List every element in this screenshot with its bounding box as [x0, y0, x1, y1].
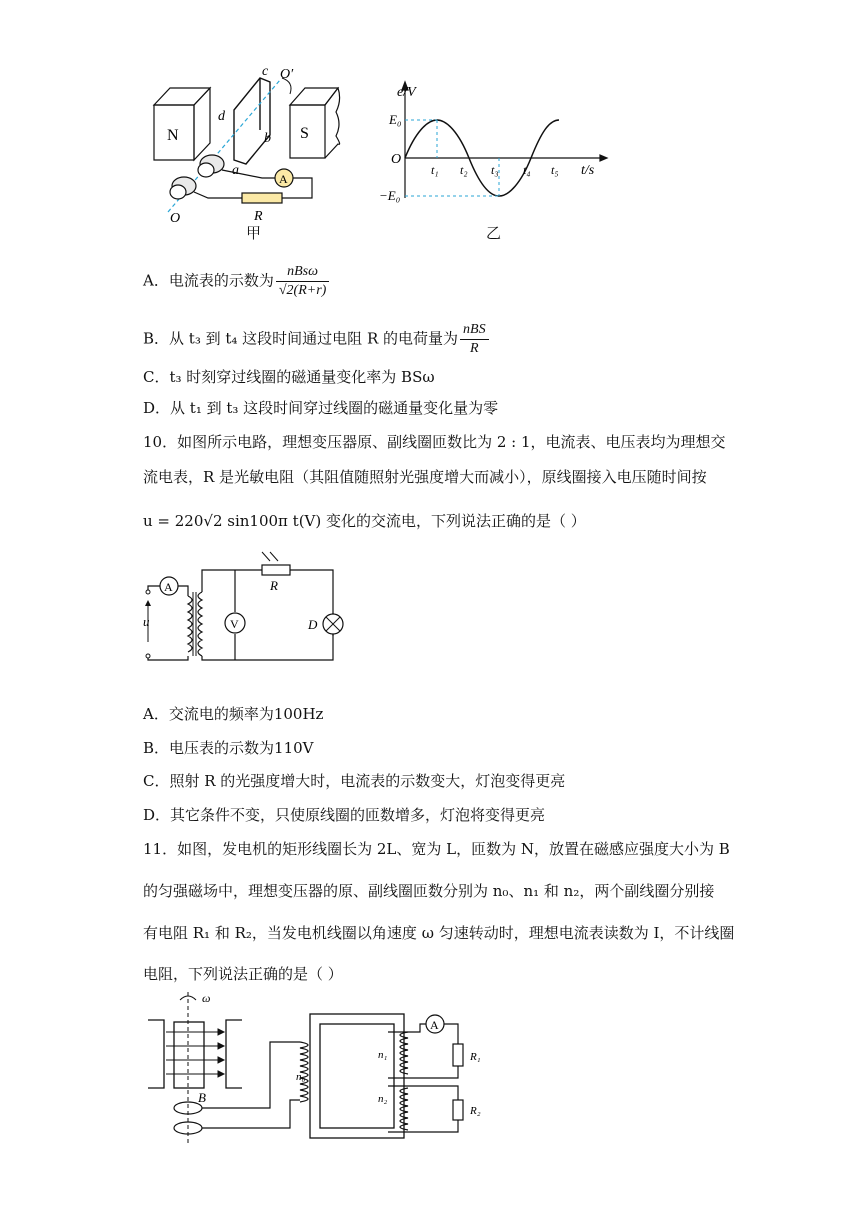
transformer-core-inner — [320, 1024, 394, 1128]
q11-stem-line-3: 有电阻 R₁ 和 R₂，当发电机线圈以角速度 ω 匀速转动时，理想电流表读数为 I，不计线圈 — [143, 924, 735, 942]
q9-option-b-denominator: R — [470, 341, 479, 356]
q10-stem-line-2: 流电表，R 是光敏电阻（其阻值随照射光强度增大而减小），原线圈接入电压随时间按 — [143, 468, 707, 486]
ammeter-label: A — [279, 172, 288, 186]
y-axis-label: e/V — [397, 85, 416, 100]
q9-option-a — [143, 263, 331, 300]
resistor-r1 — [453, 1044, 463, 1066]
figure-transformer-circuit — [140, 548, 360, 678]
magnet-n — [154, 88, 210, 160]
label-d: d — [218, 109, 225, 124]
q11-stem-line-2: 的匀强磁场中，理想变压器的原、副线圈匝数分别为 n₀、n₁ 和 n₂，两个副线圈分别接 — [143, 882, 715, 900]
light-arrow-2 — [270, 552, 278, 561]
q11-circuit-wires — [202, 1024, 458, 1132]
photoresistor-r — [262, 565, 290, 575]
tick-t1: t₁ — [431, 163, 439, 177]
q10-stem-line-3: u = 220√2 sin100π t(V) 变化的交流电，下列说法正确的是（ ） — [143, 512, 586, 530]
u-arrow-head — [145, 600, 151, 606]
label-r: R — [270, 578, 278, 593]
magnet-s — [290, 88, 340, 158]
field-lines — [166, 1029, 224, 1077]
figure-caption-jia: 甲 — [246, 224, 262, 242]
q9-option-a-denominator: √2(R+r) — [278, 283, 327, 298]
label-omega: ω — [202, 991, 211, 1005]
label-n: N — [167, 127, 179, 144]
ammeter-label: A — [430, 1018, 439, 1032]
magnet-pole-right — [226, 1020, 242, 1088]
q9-option-d: D．从 t₁ 到 t₃ 这段时间穿过线圈的磁通量变化量为零 — [143, 399, 499, 417]
q11-stem-line-4: 电阻，下列说法正确的是（ ） — [143, 965, 343, 983]
label-s: S — [300, 125, 309, 142]
q9-option-b — [143, 321, 491, 358]
q10-option-c: C．照射 R 的光强度增大时，电流表的示数变大，灯泡变得更亮 — [143, 772, 566, 790]
q9-option-b-numerator: nBS — [460, 321, 489, 340]
light-arrow-1 — [262, 552, 270, 561]
label-r2: R₂ — [470, 1105, 481, 1117]
label-a: a — [232, 163, 239, 178]
resistor-r — [242, 193, 282, 203]
x-axis-label: t/s — [581, 163, 595, 178]
ammeter-label: A — [164, 580, 173, 594]
figure-generator-transformer — [140, 990, 500, 1150]
label-n1: n₁ — [378, 1049, 388, 1061]
e0-label: E₀ — [389, 112, 402, 127]
neg-e0-label: −E₀ — [379, 188, 401, 203]
figure-emf-graph — [375, 78, 615, 208]
q9-option-c: C．t₃ 时刻穿过线圈的磁通量变化率为 BSω — [143, 368, 435, 386]
q9-option-b-text: B．从 t₃ 到 t₄ 这段时间通过电阻 R 的电荷量为 — [143, 329, 459, 348]
tick-t4: t₄ — [523, 163, 531, 177]
label-b: b — [264, 131, 271, 146]
secondary-coil — [198, 592, 202, 656]
label-r: R — [254, 209, 263, 224]
tick-t2: t₂ — [460, 163, 468, 177]
magnet-pole-left — [148, 1020, 164, 1088]
t-axis-arrow — [600, 155, 607, 161]
label-n0: n₀ — [296, 1071, 306, 1083]
voltmeter-label: V — [230, 617, 239, 631]
label-o-prime: O′ — [280, 67, 294, 82]
label-r1: R₁ — [470, 1051, 481, 1063]
resistor-r2 — [453, 1100, 463, 1120]
source-terminal-bottom — [146, 654, 150, 658]
q9-option-a-numerator: nBsω — [276, 263, 329, 282]
q9-option-a-text: A．电流表的示数为 — [143, 271, 274, 290]
tick-t5: t₅ — [551, 163, 559, 177]
label-n2: n₂ — [378, 1093, 388, 1105]
q11-stem-line-1: 11．如图，发电机的矩形线圈长为 2L、宽为 L，匝数为 N，放置在磁感应强度大小为 B — [143, 840, 730, 858]
q10-option-d: D．其它条件不变，只使原线圈的匝数增多，灯泡将变得更亮 — [143, 806, 546, 824]
figure-caption-yi: 乙 — [486, 224, 502, 242]
q10-stem-line-1: 10．如图所示电路，理想变压器原、副线圈匝数比为 2 : 1，电流表、电压表均为理想交 — [143, 433, 726, 451]
label-o: O — [170, 211, 181, 226]
primary-coil — [188, 596, 192, 652]
label-d: D — [308, 617, 318, 632]
label-c: c — [262, 64, 269, 79]
q9-option-b-fraction — [460, 321, 489, 358]
origin-label: O — [391, 152, 402, 167]
q9-option-a-fraction — [276, 263, 329, 300]
q10-option-b: B．电压表的示数为110V — [143, 739, 314, 757]
coil-frame — [234, 78, 270, 164]
label-u: u — [143, 614, 150, 629]
label-b: B — [198, 1090, 206, 1105]
source-terminal-top — [146, 590, 150, 594]
tick-t3: t₃ — [491, 163, 499, 177]
q10-option-a: A．交流电的频率为100Hz — [143, 705, 324, 723]
